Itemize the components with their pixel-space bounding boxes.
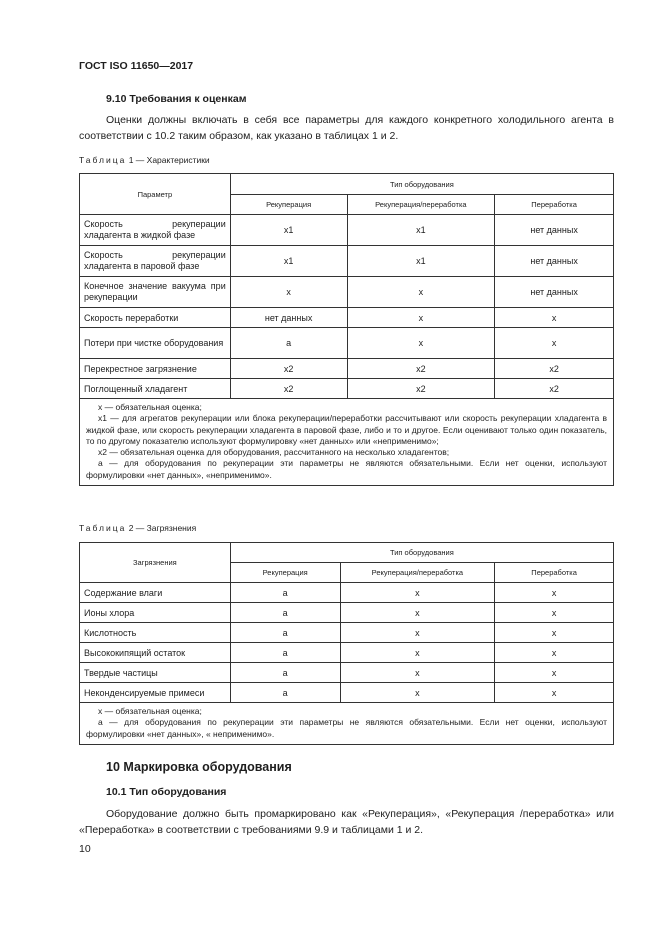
table-row <box>80 328 614 359</box>
row-label: Неконденсируемые примеси <box>80 683 231 703</box>
cell: x1 <box>347 246 495 277</box>
row-label: Твердые частицы <box>80 663 231 683</box>
table2-caption <box>79 523 196 533</box>
cell: x1 <box>347 215 495 246</box>
section-9-10-paragraph: Оценки должны включать в себя все параметры для каждого конкретного холодильного агента в соответствии с 10.2 таким образом, как указано в таблицах 1 и 2. <box>79 114 614 142</box>
table1-group-header: Тип оборудования <box>230 174 613 195</box>
row-label: Ионы хлора <box>80 603 231 623</box>
cell: a <box>230 603 340 623</box>
table1-col-header: Рекуперация <box>230 195 347 215</box>
table-row <box>80 246 614 277</box>
note: x — обязательная оценка; <box>98 402 202 412</box>
note: x2 — обязательная оценка для оборудования, рассчитанного на несколько хладагентов; <box>98 447 450 458</box>
table1-notes <box>80 399 614 486</box>
cell: x <box>495 643 614 663</box>
table2-notes <box>80 703 614 745</box>
table-row <box>80 277 614 308</box>
table1-caption-text: 1 — Характеристики <box>128 155 210 165</box>
note: a — для оборудования по рекуперации эти параметры не являются обязательными. Если нет оценки, используют формулировки «нет данных», « неприменимо». <box>86 717 607 739</box>
cell: a <box>230 583 340 603</box>
cell: x <box>495 328 614 359</box>
table-row <box>80 603 614 623</box>
cell: x <box>230 277 347 308</box>
cell: a <box>230 623 340 643</box>
table1-caption-label: Таблица <box>79 155 127 165</box>
cell: x2 <box>347 379 495 399</box>
row-label: Поглощенный хладагент <box>80 379 231 399</box>
document-header: ГОСТ ISO 11650—2017 <box>79 60 194 72</box>
section-10-1-paragraph: Оборудование должно быть промаркировано как «Рекуперация», «Рекуперация /переработка» или «Переработка» в соответствии с требованиями 9.9 и таблицами 1 и 2. <box>79 808 614 836</box>
table-row <box>80 623 614 643</box>
cell: x <box>495 308 614 328</box>
row-label: Высококипящий остаток <box>80 643 231 663</box>
row-label: Скорость рекуперации хладагента в паровой фазе <box>80 246 231 277</box>
table2-param-header: Загрязнения <box>80 543 231 583</box>
cell: нет данных <box>495 246 614 277</box>
table2-col-header: Переработка <box>495 563 614 583</box>
table2-col-header: Рекуперация <box>230 563 340 583</box>
cell: x <box>340 603 495 623</box>
table2-notes-row <box>80 703 614 745</box>
table1-notes-row <box>80 399 614 486</box>
cell: a <box>230 328 347 359</box>
cell: x <box>340 583 495 603</box>
table-row <box>80 683 614 703</box>
table2 <box>79 542 614 745</box>
row-label: Перекрестное загрязнение <box>80 359 231 379</box>
table-row <box>80 663 614 683</box>
table2-caption-text: 2 — Загрязнения <box>128 523 197 533</box>
cell: x <box>347 328 495 359</box>
table-row <box>80 215 614 246</box>
row-label: Потери при чистке оборудования <box>80 328 231 359</box>
note: x1 — для агрегатов рекуперации или блока рекуперации/переработки рассчитывают или скорость рекуперации хладагента в жидкой фазе, или скорость рекуперации хладагента в паровой фазе, либо и то и другое. Если оценивают только один показатель, то по другому показателю используют формулировку «нет данных» или «неприменимо»; <box>86 413 607 446</box>
row-label: Кислотность <box>80 623 231 643</box>
cell: x2 <box>230 359 347 379</box>
table2-group-header: Тип оборудования <box>230 543 613 563</box>
row-label: Скорость рекуперации хладагента в жидкой фазе <box>80 215 231 246</box>
table-row <box>80 379 614 399</box>
cell: нет данных <box>230 308 347 328</box>
section-9-10-heading: 9.10 Требования к оценкам <box>106 93 247 105</box>
table1-caption <box>79 155 210 165</box>
cell: x <box>340 643 495 663</box>
cell: x <box>495 603 614 623</box>
cell: нет данных <box>495 277 614 308</box>
cell: x1 <box>230 246 347 277</box>
row-label: Содержание влаги <box>80 583 231 603</box>
section-10-1-heading: 10.1 Тип оборудования <box>106 786 227 798</box>
cell: x <box>495 683 614 703</box>
cell: x2 <box>230 379 347 399</box>
cell: x <box>495 663 614 683</box>
cell: x <box>347 308 495 328</box>
table1 <box>79 173 614 486</box>
cell: нет данных <box>495 215 614 246</box>
table1-param-header: Параметр <box>80 174 231 215</box>
cell: x <box>340 663 495 683</box>
row-label: Конечное значение вакуума при рекуперации <box>80 277 231 308</box>
cell: a <box>230 683 340 703</box>
cell: x <box>340 623 495 643</box>
cell: x <box>495 623 614 643</box>
cell: a <box>230 663 340 683</box>
cell: a <box>230 643 340 663</box>
row-label: Скорость переработки <box>80 308 231 328</box>
note: a — для оборудования по рекуперации эти параметры не являются обязательными. Если нет оценки, используют формулировки «нет данных», «неприменимо». <box>86 458 607 480</box>
table-row <box>80 308 614 328</box>
cell: x <box>495 583 614 603</box>
table2-col-header: Рекуперация/переработка <box>340 563 495 583</box>
table2-caption-label: Таблица <box>79 523 127 533</box>
table-row <box>80 583 614 603</box>
section-10-heading: 10 Маркировка оборудования <box>106 760 292 774</box>
note: x — обязательная оценка; <box>98 706 202 716</box>
table1-col-header: Переработка <box>495 195 614 215</box>
table1-col-header: Рекуперация/переработка <box>347 195 495 215</box>
cell: x2 <box>347 359 495 379</box>
table-row <box>80 643 614 663</box>
cell: x <box>347 277 495 308</box>
cell: x2 <box>495 379 614 399</box>
cell: x2 <box>495 359 614 379</box>
cell: x1 <box>230 215 347 246</box>
page-number: 10 <box>79 843 91 855</box>
cell: x <box>340 683 495 703</box>
table-row <box>80 359 614 379</box>
